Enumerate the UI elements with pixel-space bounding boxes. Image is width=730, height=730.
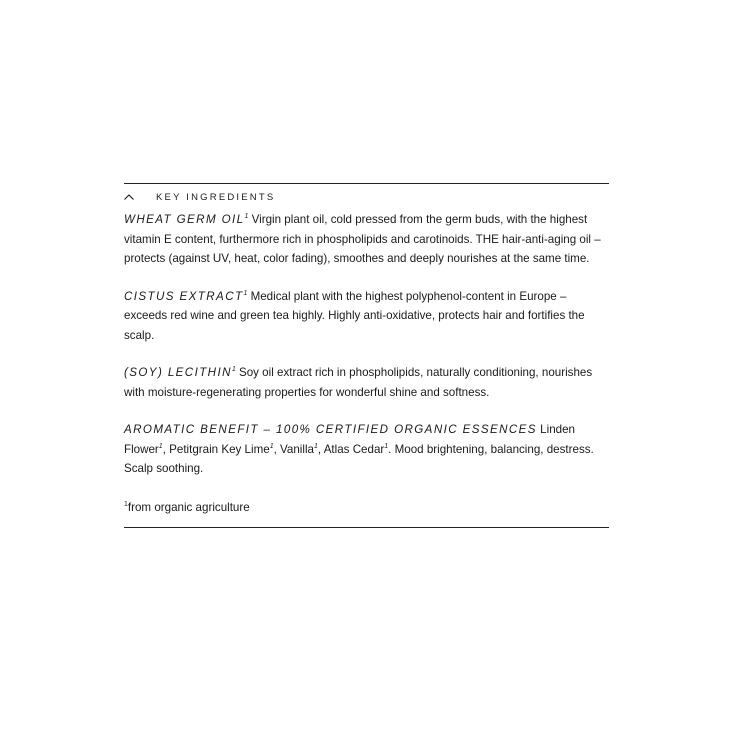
aromatic-text: . Mood brightening, balancing, destress. Scalp soothing. [124,442,594,475]
bottom-divider [124,527,609,528]
aromatic-text: , Petitgrain Key Lime [162,442,270,456]
key-ingredients-toggle[interactable] [124,184,609,210]
aromatic-text: , Atlas Cedar [317,442,385,456]
footnote [124,498,609,518]
ingredient-name: CISTUS EXTRACT [124,289,244,303]
ingredient-aromatic-benefit [124,420,609,479]
aromatic-text: , Vanilla [273,442,314,456]
ingredient-description: Medical plant with the highest polyphenol-content in Europe – exceeds red wine and green tea highly. Highly anti-oxidative, protects hair and fortifies the scalp. [124,289,585,342]
footnote-marker: 1 [158,442,163,450]
ingredient-description: Virgin plant oil, cold pressed from the germ buds, with the highest vitamin E content, furthermore rich in phospholipids and carotinoids. THE hair-anti-aging oil – protects (against UV, heat, color fading), smoothes and deeply nourishes at the same time. [124,213,601,265]
section-title: KEY INGREDIENTS [156,191,276,203]
ingredient-description: Soy oil extract rich in phospholipids, naturally conditioning, nourishes with moisture-regenerating properties for wonderful shine and softness. [124,366,593,399]
footnote-marker: 1 [384,442,389,450]
footnote-marker: 1 [124,500,128,508]
footnote-text: from organic agriculture [127,500,250,514]
ingredient-name: AROMATIC BENEFIT – 100% CERTIFIED ORGANIC ESSENCES [124,423,537,436]
key-ingredients-panel [124,183,609,528]
aromatic-text: Linden Flower [124,423,575,456]
footnote-marker: 1 [313,442,318,450]
ingredient-cistus-extract [124,287,609,346]
footnote-marker: 1 [231,366,236,374]
ingredient-soy-lecithin [124,363,609,402]
ingredient-wheat-germ-oil [124,210,609,269]
footnote-marker: 1 [269,442,274,450]
ingredient-name: (SOY) LECITHIN [124,366,232,379]
footnote-marker: 1 [244,213,249,221]
chevron-up-icon [124,192,134,202]
ingredient-name: WHEAT GERM OIL [124,213,245,226]
footnote-marker: 1 [243,289,248,297]
